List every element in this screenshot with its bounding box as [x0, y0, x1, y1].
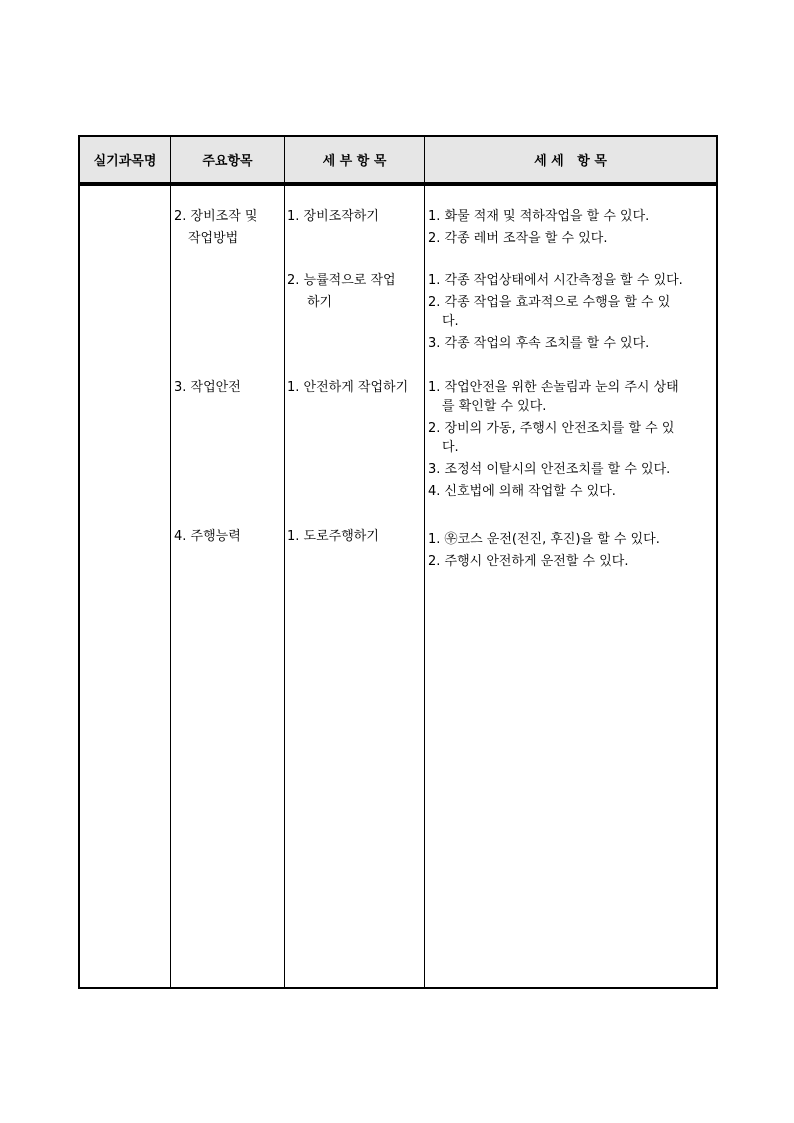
detail-list [428, 206, 649, 250]
detail-item: 2. 각종 작업을 효과적으로 수행을 할 수 있 [428, 295, 671, 310]
detail-list: 1. 작업안전을 위한 손놀림과 눈의 주시 상태 를 확인할 수 있다. 2. 장비의 가동, 주행시 안전조치를 할 수 있 다. 3. 조정석 이탈시의 안전조치를 할 수 있다. 4. 신호법에 의해 작업할 수 있다. [428, 377, 679, 503]
sub-item: 1. 안전하게 작업하기 [287, 380, 409, 395]
column-divider [424, 137, 425, 987]
header-main-item: 주요항목 [202, 154, 253, 169]
sub-item: 1. 도로주행하기 [287, 529, 379, 544]
detail-list [428, 529, 660, 573]
sub-item: 1. 장비조작하기 [287, 209, 379, 224]
detail-item: 3. 조정석 이탈시의 안전조치를 할 수 있다. [428, 462, 671, 477]
detail-item: 1. 화물 적재 및 적하작업을 할 수 있다. [428, 209, 650, 224]
detail-item: 2. 각종 레버 조작을 할 수 있다. [428, 231, 608, 246]
header-subject-name: 실기과목명 [93, 154, 157, 169]
course-table [78, 135, 718, 989]
detail-item: 3. 각종 작업의 후속 조치를 할 수 있다. [428, 336, 650, 351]
detail-item: 1. 작업안전을 위한 손놀림과 눈의 주시 상태 [428, 380, 679, 395]
detail-item: 1. ㉾코스 운전(전진, 후진)을 할 수 있다. [428, 532, 660, 547]
header-sub-item: 세 부 항 목 [322, 154, 387, 169]
main-item: 4. 주행능력 [174, 529, 241, 544]
sub-item: 2. 능률적으로 작업 하기 [287, 273, 396, 310]
header-detail-item: 세 세 항 목 [534, 154, 607, 169]
detail-item: 1. 각종 작업상태에서 시간측정을 할 수 있다. [428, 273, 683, 288]
column-divider [284, 137, 285, 987]
detail-item: 2. 주행시 안전하게 운전할 수 있다. [428, 554, 629, 569]
column-divider [170, 137, 171, 987]
detail-item: 4. 신호법에 의해 작업할 수 있다. [428, 484, 616, 499]
detail-list: 1. 각종 작업상태에서 시간측정을 할 수 있다. 2. 각종 작업을 효과적으로 수행을 할 수 있 다. 3. 각종 작업의 후속 조치를 할 수 있다. [428, 270, 683, 355]
detail-item: 2. 장비의 가동, 주행시 안전조치를 할 수 있 [428, 421, 675, 436]
main-item: 3. 작업안전 [174, 380, 241, 395]
main-item: 2. 장비조작 및 작업방법 [174, 209, 258, 246]
